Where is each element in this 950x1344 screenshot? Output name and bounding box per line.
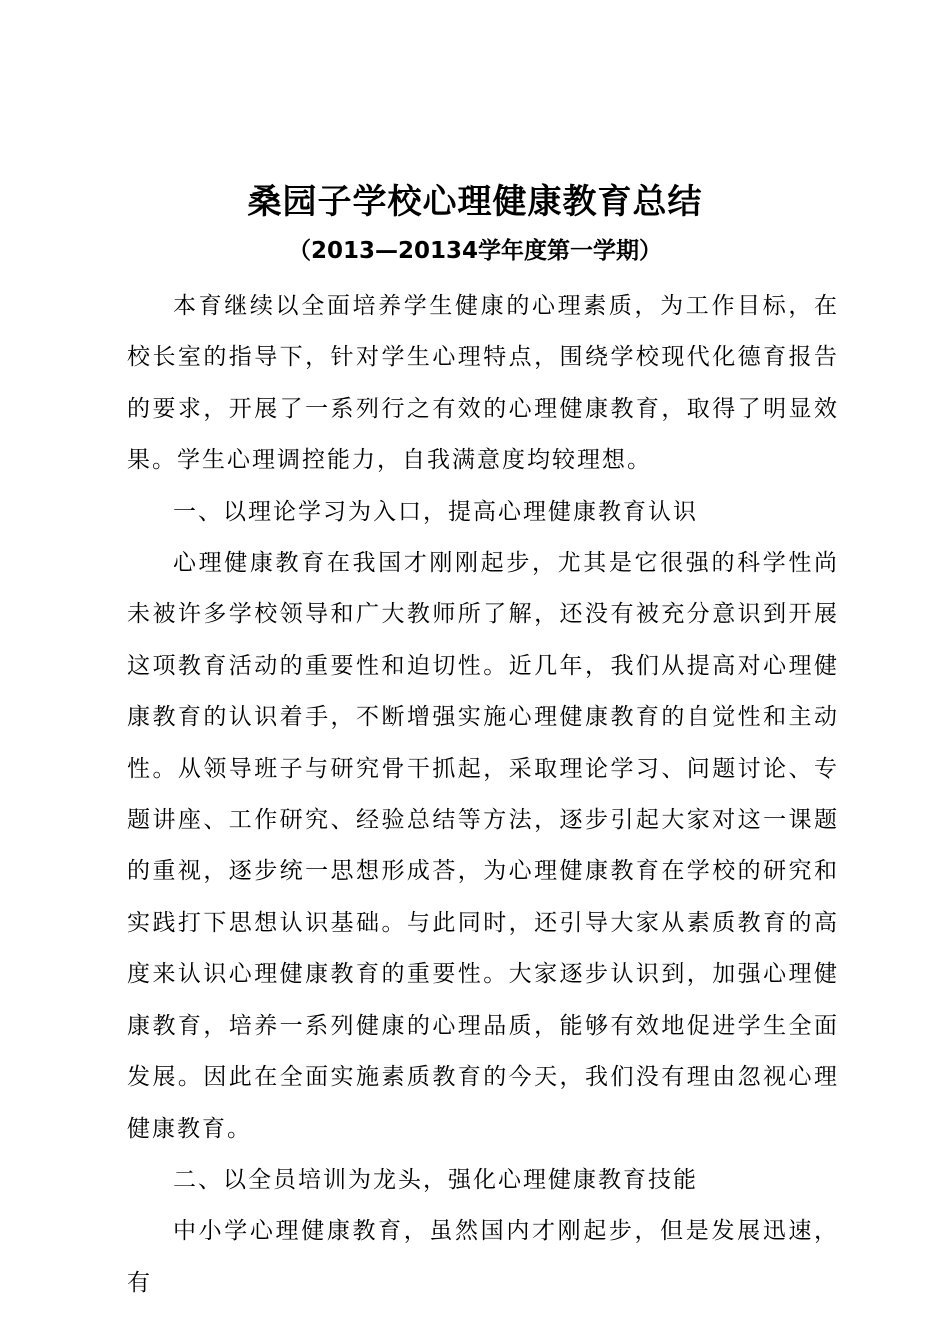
document-title: 桑园子学校心理健康教育总结 (247, 182, 703, 222)
section-heading-1: 一、以理论学习为入口，提高心理健康教育认识 (173, 498, 698, 525)
section-1-paragraph: 心理健康教育在我国才刚刚起步，尤其是它很强的科学性尚未被许多学校领导和广大教师所了解，还没有被充分意识到开展这项教育活动的重要性和迫切性。近几年，我们从提高对心理健康教育的认识着手，不断增强实施心理健康教育的自觉性和主动性。从领导班子与研究骨干抓起，采取理论学习、问题讨论、专题讲座、工作研究、经验总结等方法，逐步引起大家对这一课题的重视，逐步统一思想形成荅，为心理健康教育在学校的研究和实践打下思想认识基础。与此同时，还引导大家从素质教育的高度来认识心理健康教育的重要性。大家逐步认识到，加强心理健康教育，培养一系列健康的心理品质，能够有效地促进学生全面发展。因此在全面实施素质教育的今天，我们没有理由忽视心理健康教育。 (127, 550, 839, 1142)
document-body (127, 281, 839, 1309)
document-subtitle: （2013—20134学年度第一学期） (287, 238, 663, 264)
intro-paragraph: 本育继续以全面培养学生健康的心理素质，为工作目标，在校长室的指导下，针对学生心理特点，围绕学校现代化德育报告的要求，开展了一系列行之有效的心理健康教育，取得了明显效果。学生心理调控能力，自我满意度均较理想。 (127, 293, 839, 474)
section-2-paragraph: 中小学心理健康教育，虽然国内才刚起步，但是发展迅速，有 (127, 1218, 839, 1296)
section-heading-2: 二、以全员培训为龙头，强化心理健康教育技能 (173, 1166, 698, 1193)
